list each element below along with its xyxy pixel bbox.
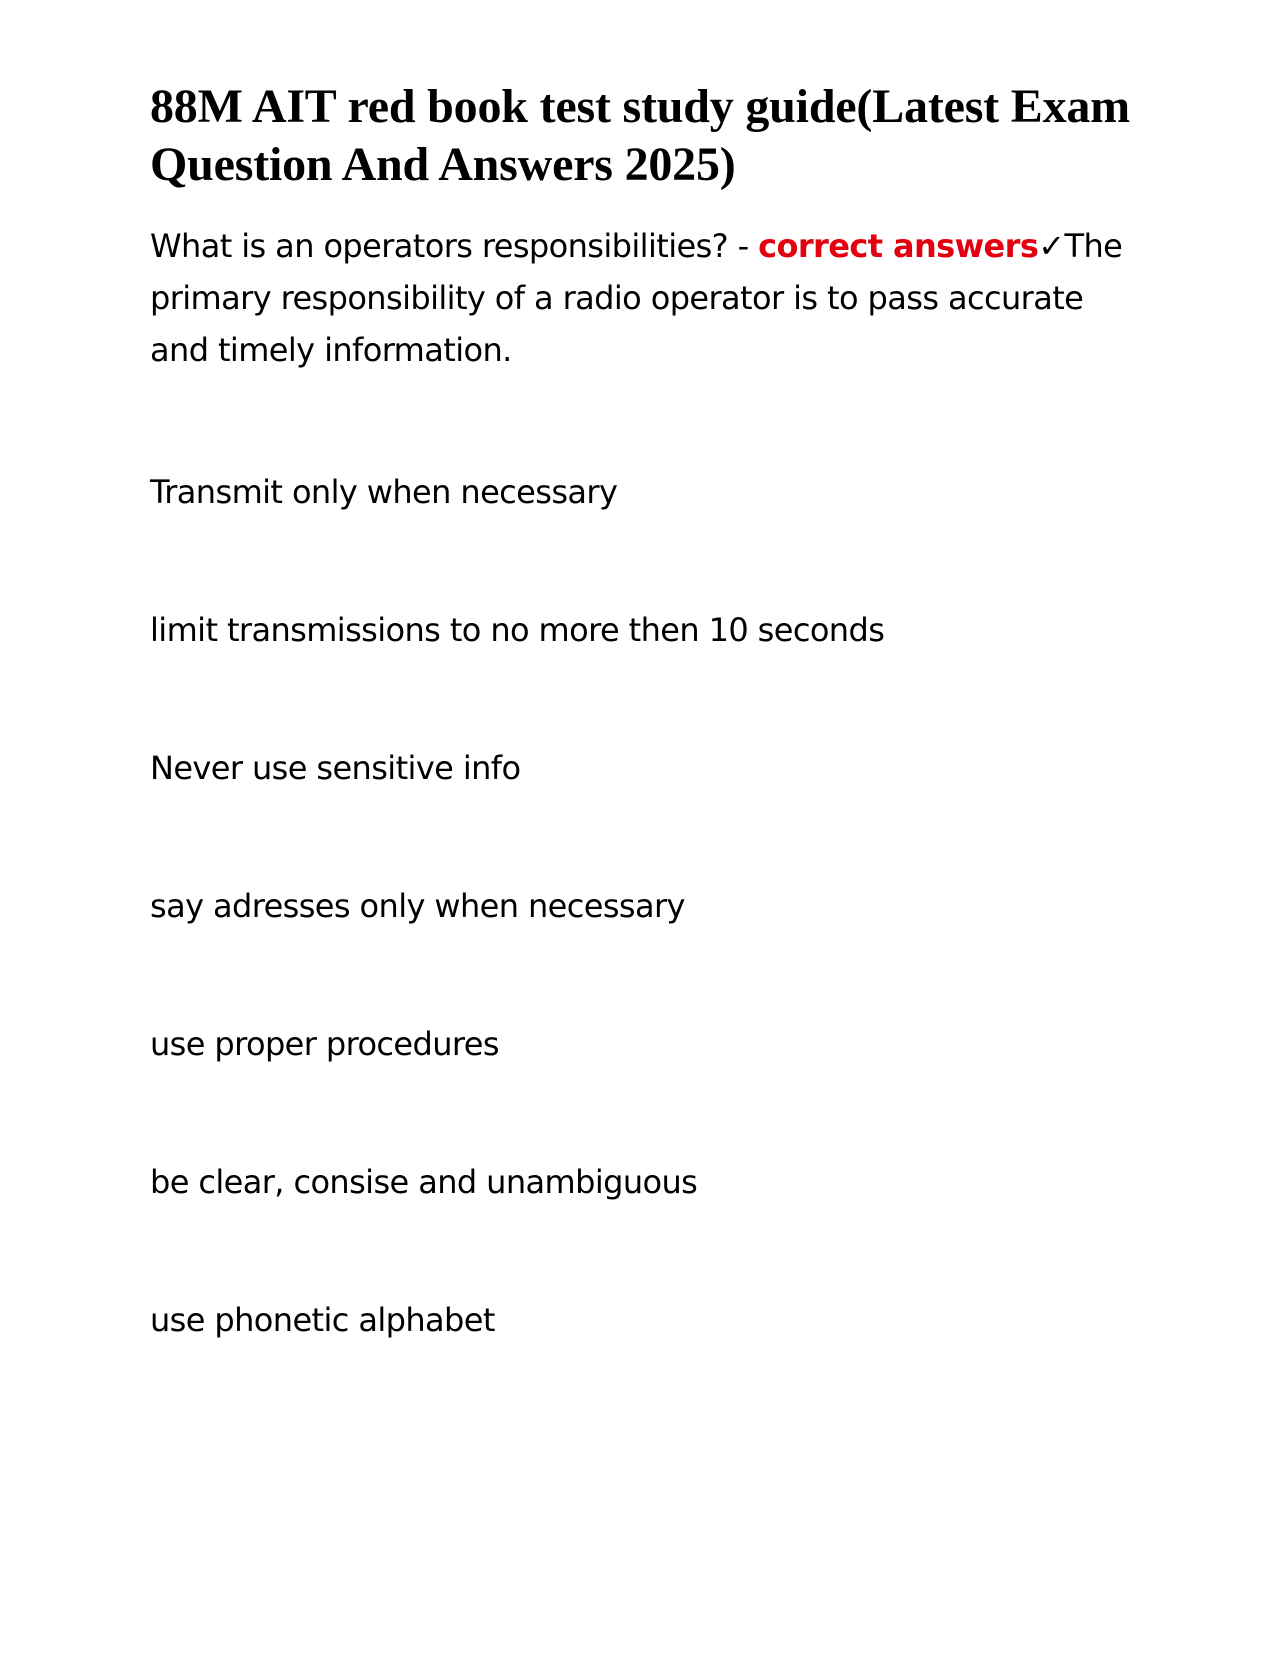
list-item: use proper procedures	[150, 1025, 499, 1063]
document-title: 88M AIT red book test study guide(Latest Exam Question And Answers 2025)	[150, 80, 1130, 191]
answer-text: The primary responsibility of a radio operator is to pass accurate and timely information.	[150, 227, 1123, 369]
list-item: say adresses only when necessary	[150, 887, 685, 925]
answer-separator: ✓	[1038, 227, 1065, 265]
question-text: What is an operators responsibilities? -	[150, 227, 759, 265]
document-page	[150, 0, 1130, 1339]
list-item: be clear, consise and unambiguous	[150, 1163, 698, 1201]
list-item: Never use sensitive info	[150, 749, 521, 787]
list-item: limit transmissions to no more then 10 seconds	[150, 611, 885, 649]
question-paragraph	[150, 220, 1130, 376]
list-item: Transmit only when necessary	[150, 473, 618, 511]
list-item: use phonetic alphabet	[150, 1301, 495, 1339]
answer-label: correct answers	[758, 227, 1039, 265]
